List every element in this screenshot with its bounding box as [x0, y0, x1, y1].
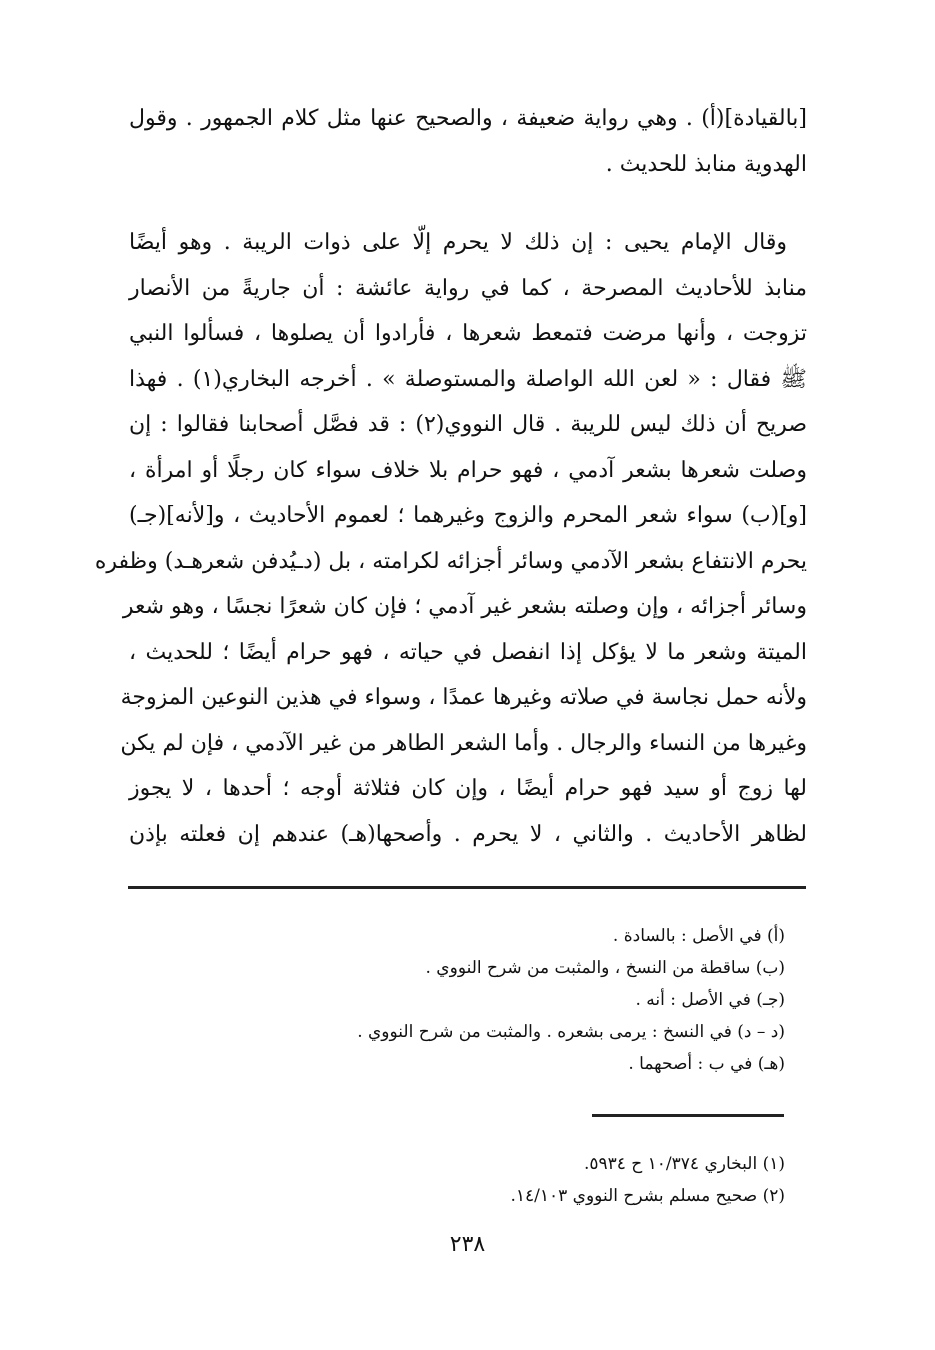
variant-note: (د – د) في النسخ : يرمى بشعره . والمثبت من شرح النووي . — [357, 1022, 785, 1042]
footnote-divider-rule — [592, 1114, 784, 1117]
text-line: لظاهر الأحاديث . والثاني ، لا يحرم . وأصحها(هـ) عندهم إن فعلته بإذن — [129, 821, 807, 847]
text-line: وقال الإمام يحيى : إن ذلك لا يحرم إلّا على ذوات الريبة . وهو أيضًا — [129, 230, 787, 255]
source-note: (٢) صحيح مسلم بشرح النووي ١٤/١٠٣. — [510, 1186, 785, 1206]
text-line: صريح أن ذلك ليس للريبة . قال النووي(٢) : قد فصَّل أصحابنا فقالوا : إن — [129, 412, 808, 437]
variant-note: (أ) في الأصل : بالسادة . — [612, 926, 785, 946]
text-line: تزوجت ، وأنها مرضت فتمعط شعرها ، فأرادوا أن يصلوها ، فسألوا النبي — [129, 321, 807, 346]
text-line: [و](ب) سواء شعر المحرم والزوج وغيرهما ؛ لعموم الأحاديث ، و[لأنه](جـ) — [129, 503, 807, 528]
text-line: لها زوج أو سيد فهو حرام أيضًا ، وإن كان فثلاثة أوجه ؛ أحدها ، لا يجوز — [129, 776, 807, 801]
page-number: ٢٣٨ — [449, 1232, 486, 1257]
text-line: وغيرها من النساء والرجال . وأما الشعر الطاهر من غير الآدمي ، فإن لم يكن — [120, 730, 807, 756]
text-line: [بالقيادة](أ) . وهي رواية ضعيفة ، والصحيح عنها مثل كلام الجمهور . وقول — [129, 106, 807, 131]
variant-note: (جـ) في الأصل : أنه . — [635, 990, 785, 1010]
text-line: الميتة وشعر ما لا يؤكل إذا انفصل في حياته ، فهو حرام أيضًا ؛ للحديث ، — [129, 639, 807, 665]
text-line: ﷺ فقال : « لعن الله الواصلة والمستوصلة » . أخرجه البخاري(١) . فهذا — [129, 366, 807, 392]
source-notes — [145, 1148, 785, 1212]
text-line: الهدوية منابذ للحديث . — [605, 151, 807, 177]
text-line: وسائر أجزائه ، وإن وصلته بشعر غير آدمي ؛ فإن كان شعرًا نجسًا ، وهو شعر — [122, 594, 807, 619]
variant-notes — [145, 920, 785, 1080]
text-line: يحرم الانتفاع بشعر الآدمي وسائر أجزائه لكرامته ، بل (دـيُدفن شعرهـد) وظفره — [94, 548, 807, 574]
text-line: وصلت شعرها بشعر آدمي ، فهو حرام بلا خلاف سواء كان رجلًا أو امرأة ، — [129, 457, 807, 483]
source-note: (١) البخاري ١٠/٣٧٤ ح ٥٩٣٤. — [583, 1154, 785, 1174]
text-line: ولأنه حمل نجاسة في صلاته وغيرها عمدًا ، وسواء في هذين النوعين المزوجة — [120, 685, 807, 710]
text-divider-rule — [128, 886, 806, 889]
variant-note: (ب) ساقطة من النسخ ، والمثبت من شرح النووي . — [425, 958, 785, 978]
text-line: منابذ للأحاديث المصرحة ، كما في رواية عائشة : أن جاريةً من الأنصار — [129, 275, 807, 301]
paragraph-2 — [94, 220, 808, 857]
variant-note: (هـ) في ب : أصحهما . — [628, 1054, 785, 1074]
paragraph-1 — [129, 96, 807, 187]
